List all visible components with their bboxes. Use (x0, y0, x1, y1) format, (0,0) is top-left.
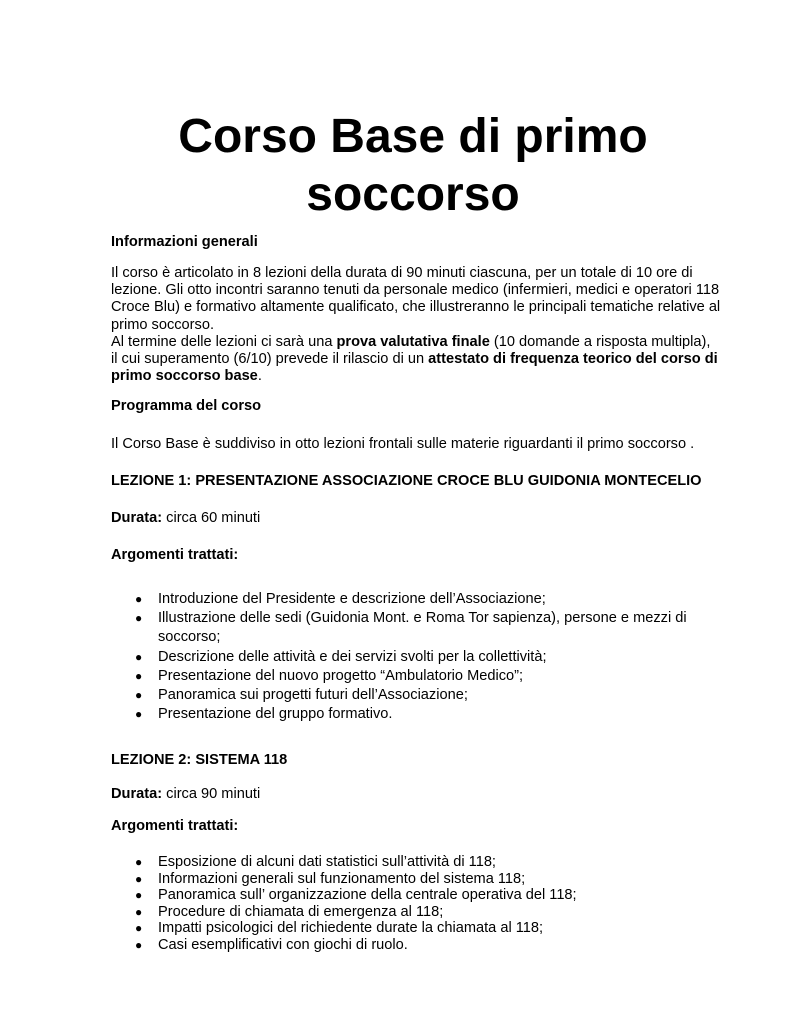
list-item: ● Esposizione di alcuni dati statistici sull’attività di 118; (111, 854, 721, 871)
text-run: Al termine delle lezioni ci sarà una (111, 333, 337, 350)
lesson-2-heading: LEZIONE 2: SISTEMA 118 (111, 752, 288, 768)
text-run: il cui superamento (6/10) prevede il rilascio di un (111, 351, 429, 368)
text-line: Croce Blu) e formativo altamente qualificato, che illustreranno le principali tematiche relative al (111, 299, 721, 316)
text-run: . (257, 368, 262, 385)
text-line (111, 334, 721, 351)
text-line (111, 351, 721, 368)
programma-text: Il Corso Base è suddiviso in otto lezioni frontali sulle materie riguardanti il primo soccorso . (111, 436, 695, 452)
section-heading-info: Informazioni generali (111, 234, 258, 250)
title-line-2: soccorso (306, 168, 520, 221)
list-item: ● Presentazione del gruppo formativo. (111, 705, 721, 724)
list-item (111, 609, 721, 647)
list-item: ● Panoramica sull’ organizzazione della centrale operativa del 118; (111, 887, 721, 904)
duration-value: circa 90 minuti (162, 786, 261, 802)
list-item: ● Impatti psicologici del richiedente durate la chiamata al 118; (111, 920, 721, 937)
text-run: Illustrazione delle sedi (Guidonia Mont. e Roma Tor sapienza), persone e mezzi di (158, 610, 687, 627)
list-item: ● Procedure di chiamata di emergenza al 118; (111, 904, 721, 921)
bold-text-certificate-cont: primo soccorso base (111, 368, 258, 385)
text-line (111, 368, 721, 385)
lesson-1-topics-label: Argomenti trattati: (111, 547, 239, 563)
lesson-1-duration (111, 510, 721, 527)
lesson-2-duration (111, 786, 721, 803)
duration-value: circa 60 minuti (162, 510, 261, 526)
text-run: (10 domande a risposta multipla), (489, 333, 711, 350)
text-line: Il corso è articolato in 8 lezioni della durata di 90 minuti ciascuna, per un totale di 10 ore di (111, 265, 693, 281)
lesson-1-heading: LEZIONE 1: PRESENTAZIONE ASSOCIAZIONE CROCE BLU GUIDONIA MONTECELIO (111, 473, 702, 489)
bold-text-certificate: attestato di frequenza teorico del corso di (428, 351, 718, 368)
text-line: primo soccorso. (111, 316, 214, 333)
lesson-1-topics (111, 590, 721, 724)
section-heading-programma: Programma del corso (111, 398, 262, 414)
text-line: lezione. Gli otto incontri saranno tenuti da personale medico (infermieri, medici e operatori 118 (111, 282, 720, 299)
duration-label: Durata: (111, 786, 163, 802)
text-run: soccorso; (158, 629, 221, 646)
lesson-2-topics-label: Argomenti trattati: (111, 818, 239, 834)
list-item: ● Presentazione del nuovo progetto “Ambulatorio Medico”; (111, 667, 721, 686)
lesson-2-topics (111, 854, 721, 954)
duration-label: Durata: (111, 510, 163, 526)
list-item: ● Introduzione del Presidente e descrizione dell’Associazione; (111, 590, 721, 609)
list-item: ● Informazioni generali sul funzionamento del sistema 118; (111, 871, 721, 888)
bold-text-final-test: prova valutativa finale (336, 333, 490, 350)
info-paragraph (111, 265, 721, 385)
list-item: ● Panoramica sui progetti futuri dell’Associazione; (111, 686, 721, 705)
list-item: ● Descrizione delle attività e dei servizi svolti per la collettività; (111, 648, 721, 667)
list-item: ● Casi esemplificativi con giochi di ruolo. (111, 937, 721, 954)
title-line-1: Corso Base di primo (178, 110, 648, 163)
page-title (111, 108, 715, 224)
